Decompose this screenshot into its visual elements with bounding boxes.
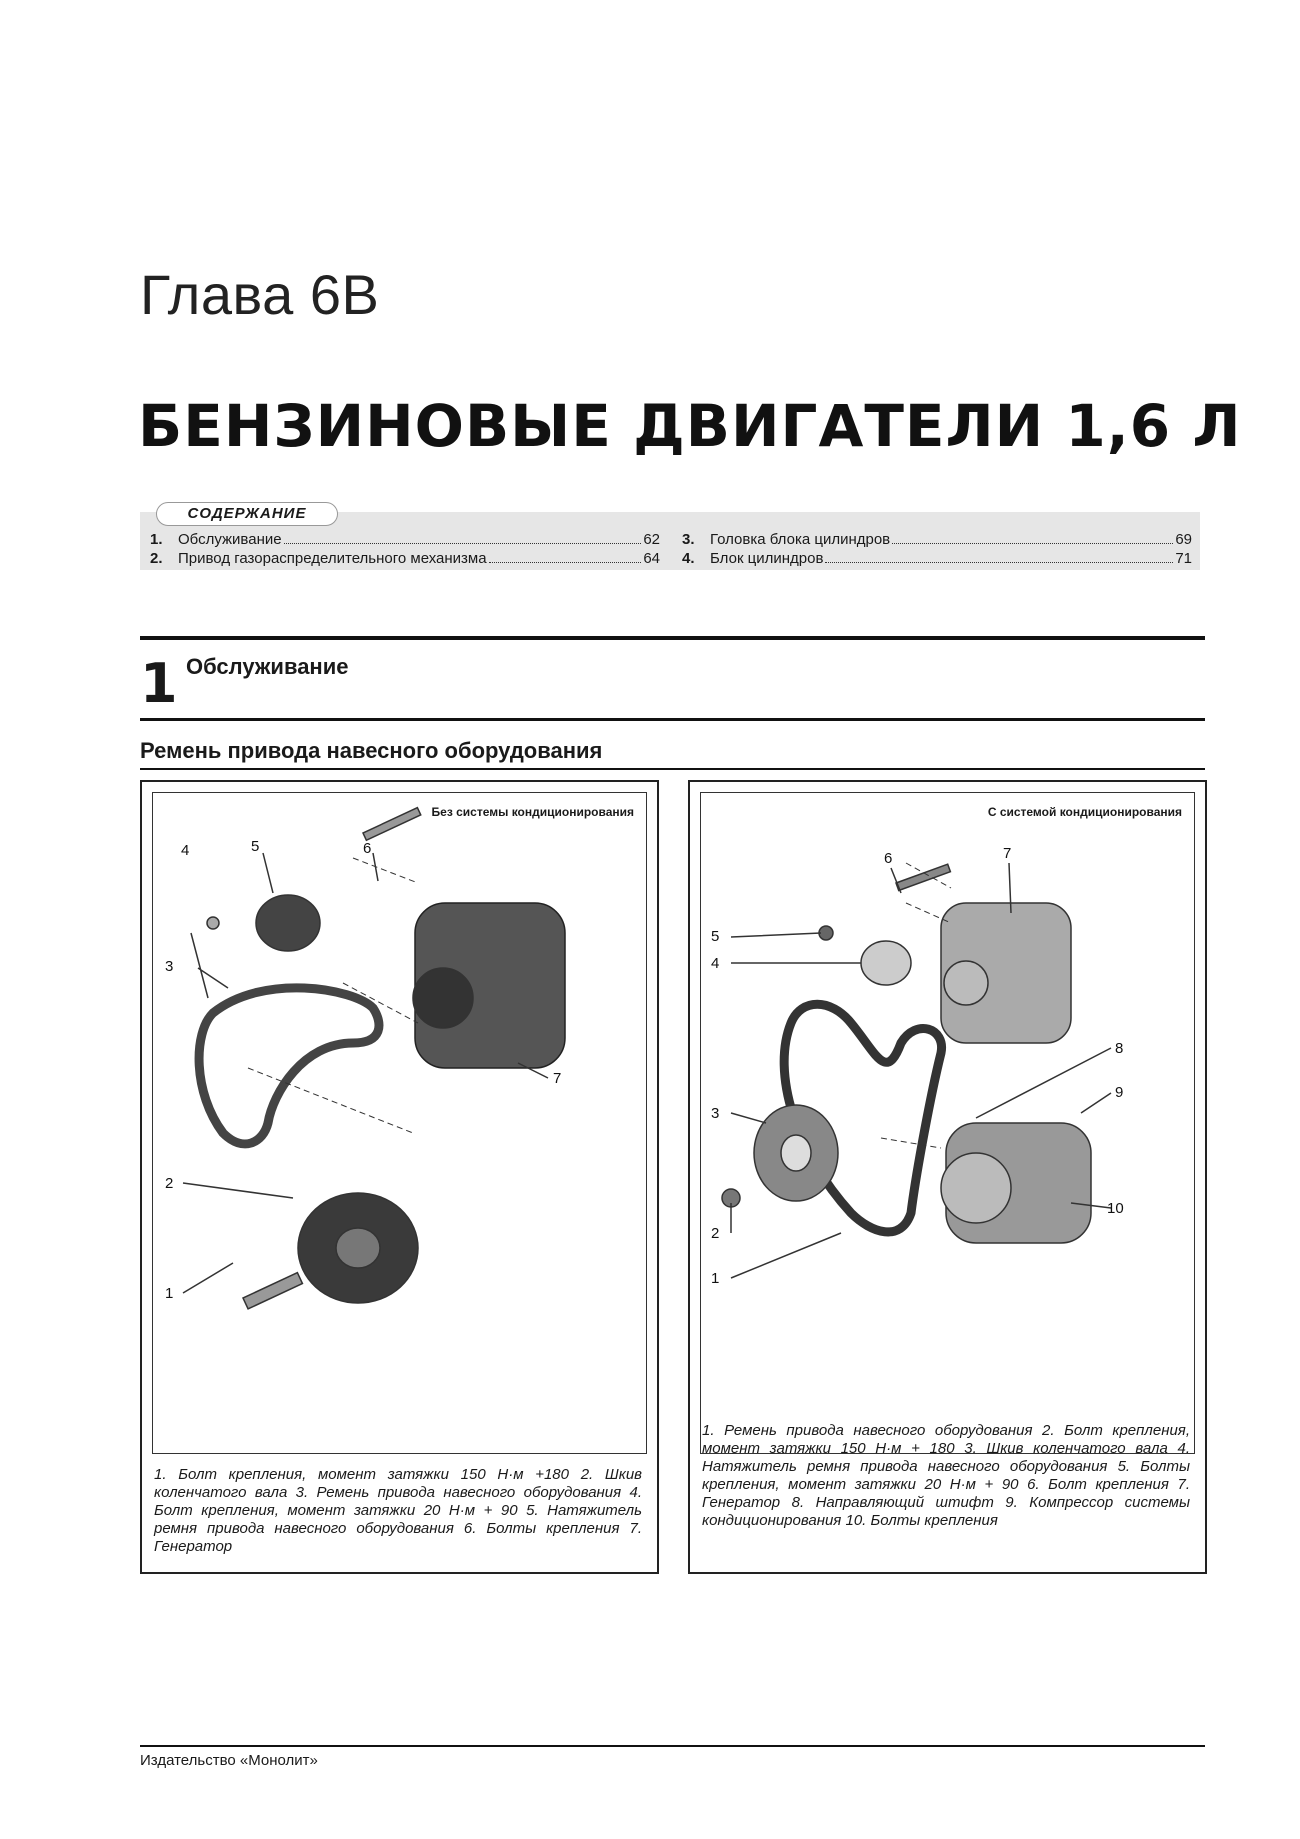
subsection-heading: Ремень привода навесного оборудования (140, 738, 603, 763)
chapter-label: Глава 6B (140, 263, 380, 326)
callout-5: 5 (251, 838, 260, 855)
toc-leader-dots (825, 562, 1173, 563)
callout-3: 3 (711, 1105, 720, 1122)
callout-3: 3 (165, 958, 174, 975)
callout-2: 2 (165, 1175, 174, 1192)
toc-item-number: 2. (150, 550, 163, 567)
callout-10: 10 (1107, 1200, 1124, 1217)
figure-panel-right (688, 780, 1207, 1574)
page-title: БЕНЗИНОВЫЕ ДВИГАТЕЛИ 1,6 Л (138, 392, 1242, 460)
callout-5: 5 (711, 928, 720, 945)
toc-item-page: 71 (1175, 550, 1192, 567)
callout-1: 1 (711, 1270, 720, 1287)
toc-header: СОДЕРЖАНИЕ (156, 502, 338, 526)
toc-item[interactable] (150, 530, 660, 549)
toc-leader-dots (892, 543, 1173, 544)
figure-caption-left: 1. Болт крепления, момент затяжки 150 Н·м +180 2. Шкив коленчатого вала 3. Ремень привода навесного оборудования 4. Болт крепления, момент затяжки 20 Н·м + 90 5. Натяжитель ремня привода навесного оборудования 6. Болты крепления 7. Генератор (154, 1466, 642, 1555)
publisher-footer: Издательство «Монолит» (140, 1752, 318, 1769)
toc-item[interactable] (150, 549, 660, 568)
toc-item-page: 62 (643, 531, 660, 548)
callout-4: 4 (181, 842, 190, 859)
callout-7: 7 (1003, 845, 1012, 862)
section-title: Обслуживание (186, 654, 349, 679)
toc-item-page: 64 (643, 550, 660, 567)
section-bottom-rule (140, 718, 1205, 721)
toc-item[interactable] (682, 549, 1192, 568)
footer-rule (140, 1745, 1205, 1747)
callout-6: 6 (363, 840, 372, 857)
toc-item-number: 1. (150, 531, 163, 548)
callout-6: 6 (884, 850, 893, 867)
toc-leader-dots (489, 562, 642, 563)
toc-item-text: Блок цилиндров (710, 550, 824, 567)
callout-8: 8 (1115, 1040, 1124, 1057)
figure-illustration-right (700, 792, 1195, 1454)
figure-panel-left (140, 780, 659, 1574)
section-number: 1 (140, 652, 178, 715)
figure-illustration-left (152, 792, 647, 1454)
belt-drive-diagram-right (701, 793, 1194, 1453)
toc-item-text: Привод газораспределительного механизма (178, 550, 487, 567)
toc-item-text: Обслуживание (178, 531, 282, 548)
callout-7: 7 (553, 1070, 562, 1087)
callout-9: 9 (1115, 1084, 1124, 1101)
table-of-contents (140, 505, 1200, 570)
toc-item-number: 3. (682, 531, 695, 548)
callout-4: 4 (711, 955, 720, 972)
figure-label: Без системы кондиционирования (431, 805, 634, 819)
figure-caption-right: 1. Ремень привода навесного оборудования 2. Болт крепления, момент затяжки 150 Н·м + 180 3. Шкив коленчатого вала 4. Натяжитель ремня привода навесного оборудования 5. Болты крепления, момент затяжки 20 Н·м + 90 6. Болт крепления 7. Генератор 8. Направляющий штифт 9. Компрессор системы кондиционирования 10. Болты крепления (702, 1422, 1190, 1529)
belt-drive-diagram-left (153, 793, 646, 1453)
toc-item-page: 69 (1175, 531, 1192, 548)
figure-label: С системой кондиционирования (987, 805, 1182, 819)
toc-item-text: Головка блока цилиндров (710, 531, 891, 548)
toc-item-number: 4. (682, 550, 695, 567)
section-top-rule (140, 636, 1205, 640)
toc-leader-dots (284, 543, 642, 544)
callout-1: 1 (165, 1285, 174, 1302)
subsection-rule (140, 768, 1205, 770)
callout-2: 2 (711, 1225, 720, 1242)
toc-item[interactable] (682, 530, 1192, 549)
